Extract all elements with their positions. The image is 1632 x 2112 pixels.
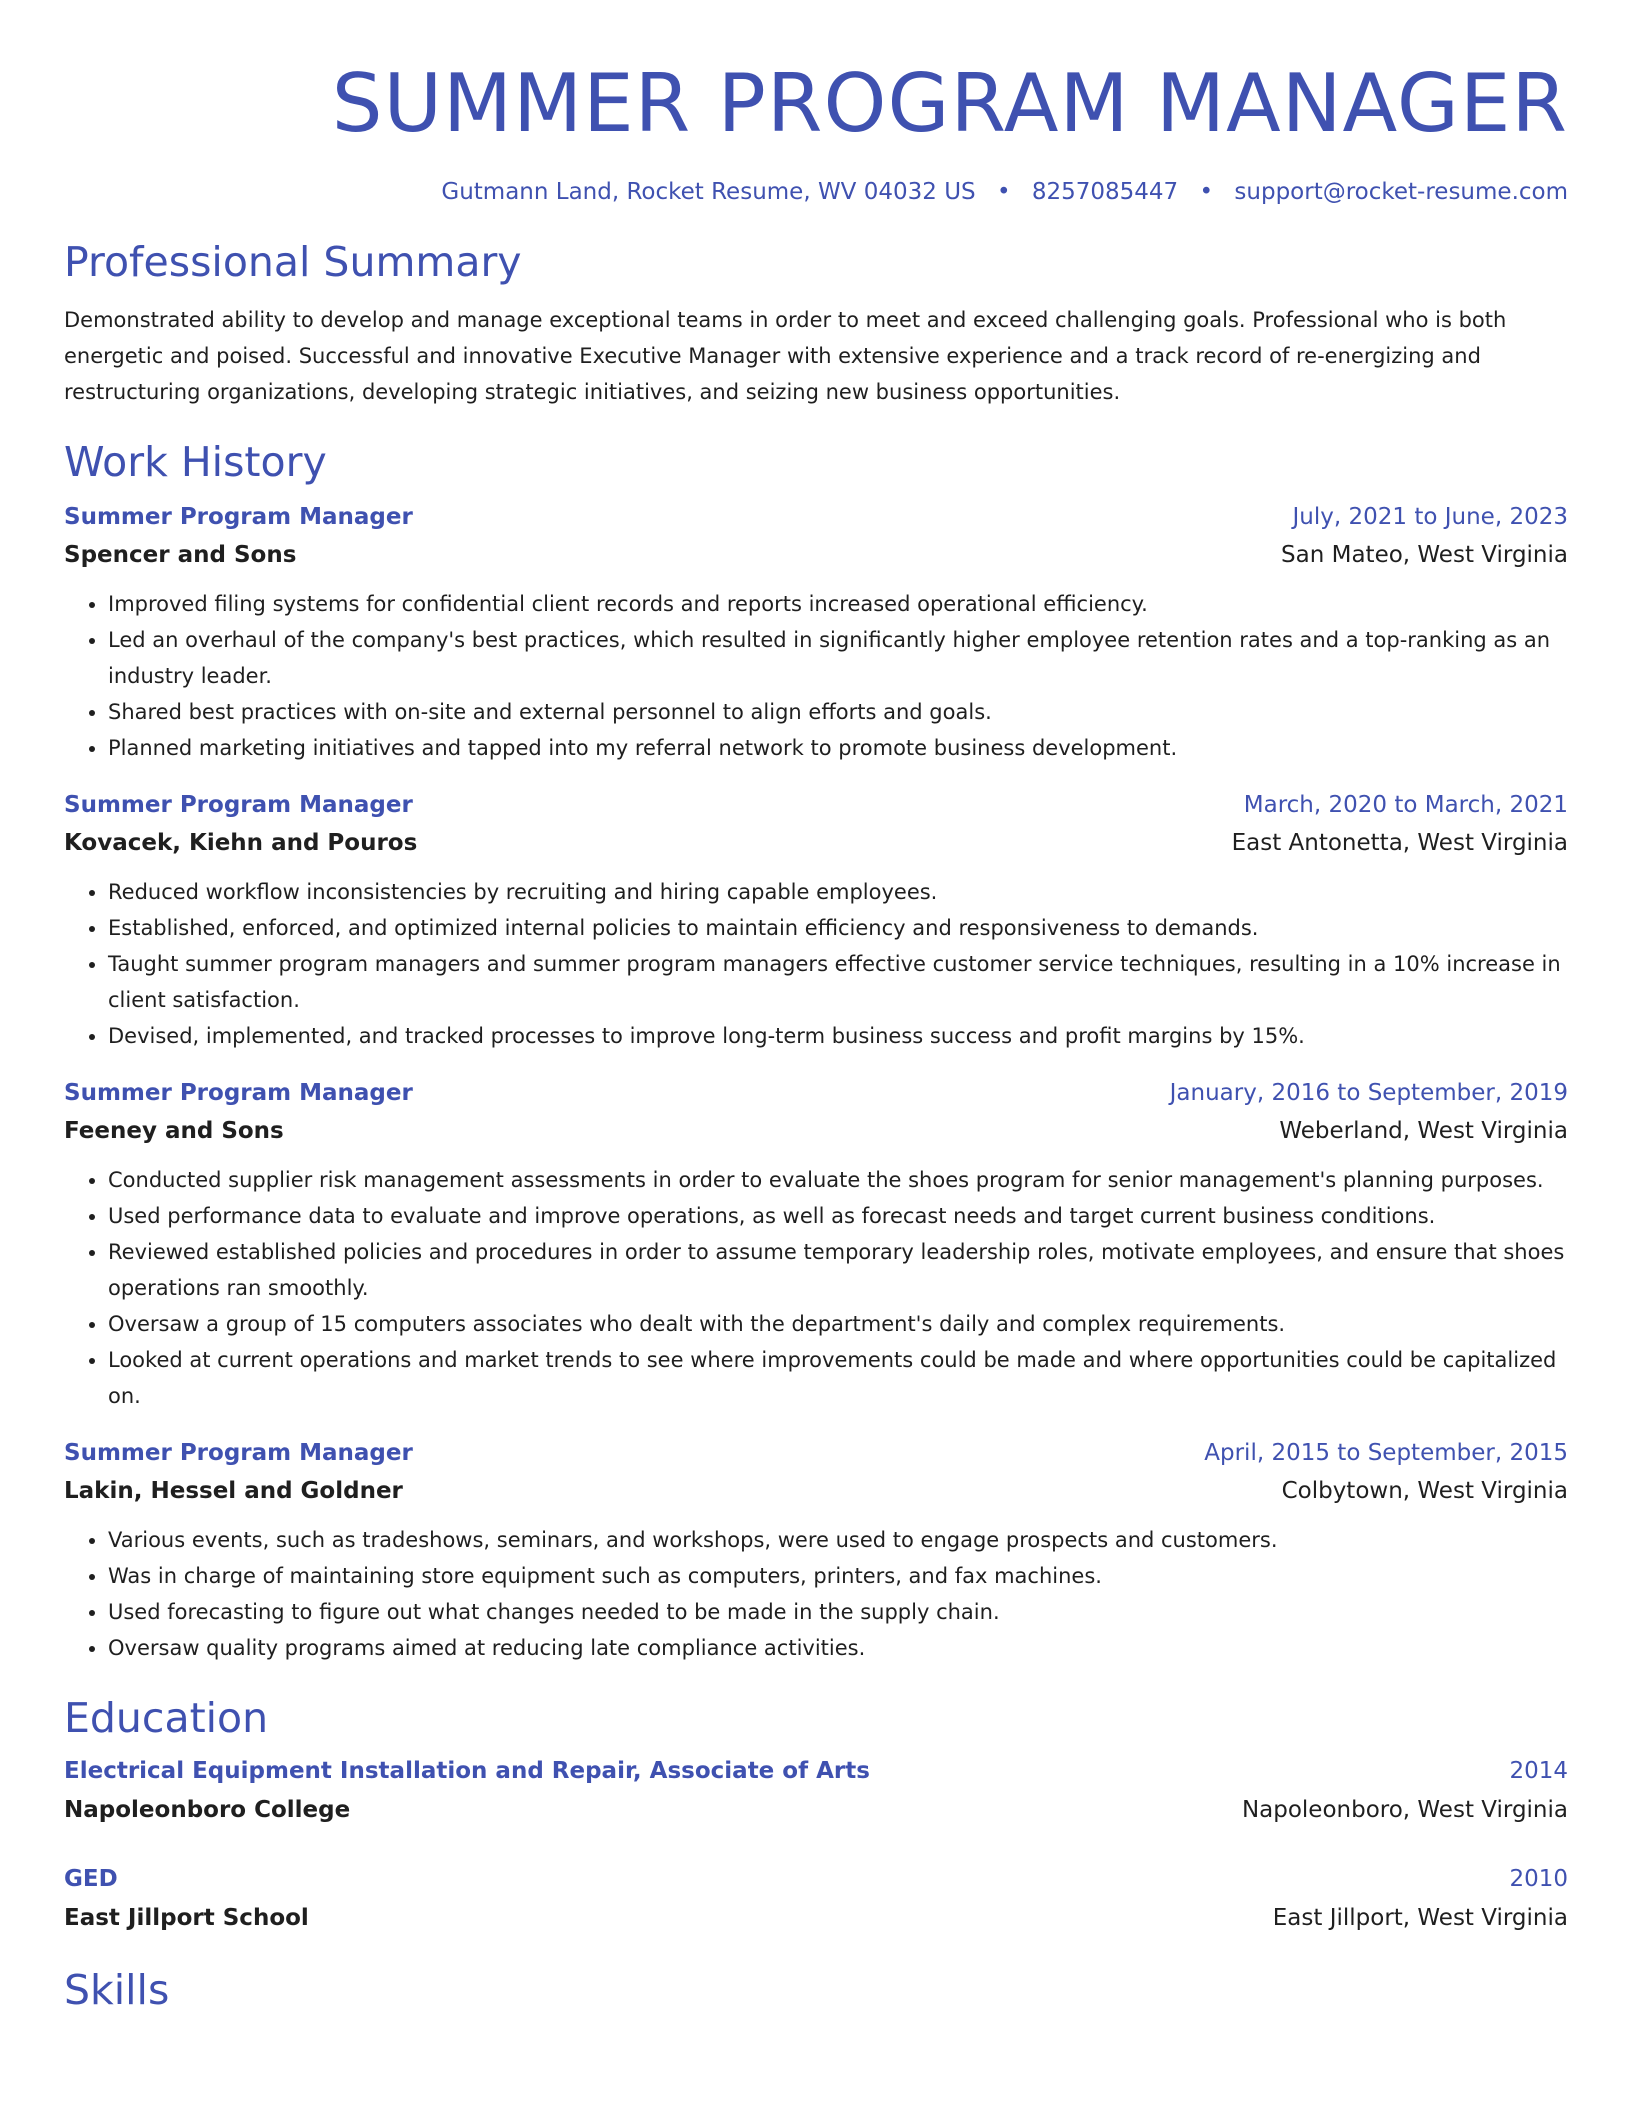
list-item: • Established, enforced, and optimized internal policies to maintain efficiency and responsiveness to demands. (108, 910, 1568, 946)
list-item: • Devised, implemented, and tracked processes to improve long-term business success and profit margins by 15%. (108, 1018, 1568, 1054)
job-company: Feeney and Sons (64, 1118, 284, 1144)
education-school: Napoleonboro College (64, 1797, 351, 1823)
contact-separator: • (996, 179, 1011, 205)
job-role: Summer Program Manager (64, 504, 413, 530)
job-company: Spencer and Sons (64, 542, 297, 568)
list-item: • Oversaw a group of 15 computers associates who dealt with the department's daily and complex requirements. (108, 1306, 1568, 1342)
list-item: • Conducted supplier risk management assessments in order to evaluate the shoes program for senior management's planning purposes. (108, 1162, 1568, 1198)
education-year: 2010 (1509, 1866, 1568, 1892)
list-item: • Planned marketing initiatives and tapped into my referral network to promote business development. (108, 730, 1568, 766)
job-entry (64, 498, 1568, 766)
resume-page (64, 0, 1568, 2016)
job-role-row (64, 1074, 1568, 1112)
education-degree-row (64, 1860, 1568, 1898)
section-title-work-history: Work History (64, 438, 327, 486)
job-dates: April, 2015 to September, 2015 (1204, 1440, 1568, 1466)
summary-text: Demonstrated ability to develop and manage exceptional teams in order to meet and exceed challenging goals. Professional who is both energetic and poised. Successful and innovative Executive Manager with extensive experience and a track record of re-energizing and restructuring organizations, developing strategic initiatives, and seizing new business opportunities. (64, 308, 1507, 404)
job-entry (64, 1434, 1568, 1666)
job-company-row (64, 824, 1568, 862)
contact-phone: 8257085447 (1031, 179, 1179, 205)
education-school: East Jillport School (64, 1905, 309, 1931)
job-role: Summer Program Manager (64, 1080, 413, 1106)
section-title-skills: Skills (64, 1966, 170, 2014)
education-location: East Jillport, West Virginia (1272, 1905, 1568, 1931)
education-degree: GED (64, 1866, 118, 1892)
education-entry (64, 1752, 1568, 1830)
job-dates: March, 2020 to March, 2021 (1243, 792, 1568, 818)
education-entry (64, 1860, 1568, 1938)
contact-email[interactable]: support@rocket-resume.com (1234, 179, 1568, 205)
list-item: • Used performance data to evaluate and improve operations, as well as forecast needs and target current business conditions. (108, 1198, 1568, 1234)
job-role-row (64, 1434, 1568, 1472)
education-school-row (64, 1790, 1568, 1830)
job-entry (64, 1074, 1568, 1414)
section-title-education: Education (64, 1694, 269, 1742)
job-bullets (64, 1162, 1568, 1414)
list-item: • Looked at current operations and market trends to see where improvements could be made and where opportunities could be capitalized on. (108, 1342, 1568, 1414)
job-bullets (64, 874, 1568, 1054)
job-dates: July, 2021 to June, 2023 (1292, 504, 1568, 530)
job-role: Summer Program Manager (64, 1440, 413, 1466)
job-company: Kovacek, Kiehn and Pouros (64, 830, 418, 856)
list-item: • Used forecasting to figure out what changes needed to be made in the supply chain. (108, 1594, 1568, 1630)
list-item: • Reviewed established policies and procedures in order to assume temporary leadership roles, motivate employees, and ensure that shoes operations ran smoothly. (108, 1234, 1568, 1306)
job-bullets (64, 586, 1568, 766)
list-item: • Improved filing systems for confidential client records and reports increased operational efficiency. (108, 586, 1568, 622)
list-item: • Reduced workflow inconsistencies by recruiting and hiring capable employees. (108, 874, 1568, 910)
education-location: Napoleonboro, West Virginia (1241, 1797, 1568, 1823)
list-item: • Led an overhaul of the company's best practices, which resulted in significantly higher employee retention rates and a top-ranking as an industry leader. (108, 622, 1568, 694)
education-degree-row (64, 1752, 1568, 1790)
job-location: Colbytown, West Virginia (1281, 1478, 1568, 1504)
job-company-row (64, 1112, 1568, 1150)
job-role-row (64, 498, 1568, 536)
list-item: • Oversaw quality programs aimed at reducing late compliance activities. (108, 1630, 1568, 1666)
education-school-row (64, 1898, 1568, 1938)
job-location: Weberland, West Virginia (1279, 1118, 1568, 1144)
job-company: Lakin, Hessel and Goldner (64, 1478, 403, 1504)
job-company-row (64, 1472, 1568, 1510)
list-item: • Was in charge of maintaining store equipment such as computers, printers, and fax machines. (108, 1558, 1568, 1594)
list-item: • Various events, such as tradeshows, seminars, and workshops, were used to engage prospects and customers. (108, 1522, 1568, 1558)
contact-separator: • (1199, 179, 1214, 205)
job-entry (64, 786, 1568, 1054)
job-location: San Mateo, West Virginia (1281, 542, 1568, 568)
education-year: 2014 (1509, 1758, 1568, 1784)
page-title: SUMMER PROGRAM MANAGER (331, 57, 1568, 150)
list-item: • Shared best practices with on-site and external personnel to align efforts and goals. (108, 694, 1568, 730)
contact-address: Gutmann Land, Rocket Resume, WV 04032 US (441, 179, 976, 205)
job-dates: January, 2016 to September, 2019 (1169, 1080, 1568, 1106)
job-location: East Antonetta, West Virginia (1231, 830, 1568, 856)
job-company-row (64, 536, 1568, 574)
job-role-row (64, 786, 1568, 824)
education-degree: Electrical Equipment Installation and Repair, Associate of Arts (64, 1758, 870, 1784)
contact-line (64, 176, 1568, 208)
section-title-summary: Professional Summary (64, 238, 522, 286)
job-bullets (64, 1522, 1568, 1666)
list-item: • Taught summer program managers and summer program managers effective customer service techniques, resulting in a 10% increase in client satisfaction. (108, 946, 1568, 1018)
job-role: Summer Program Manager (64, 792, 413, 818)
